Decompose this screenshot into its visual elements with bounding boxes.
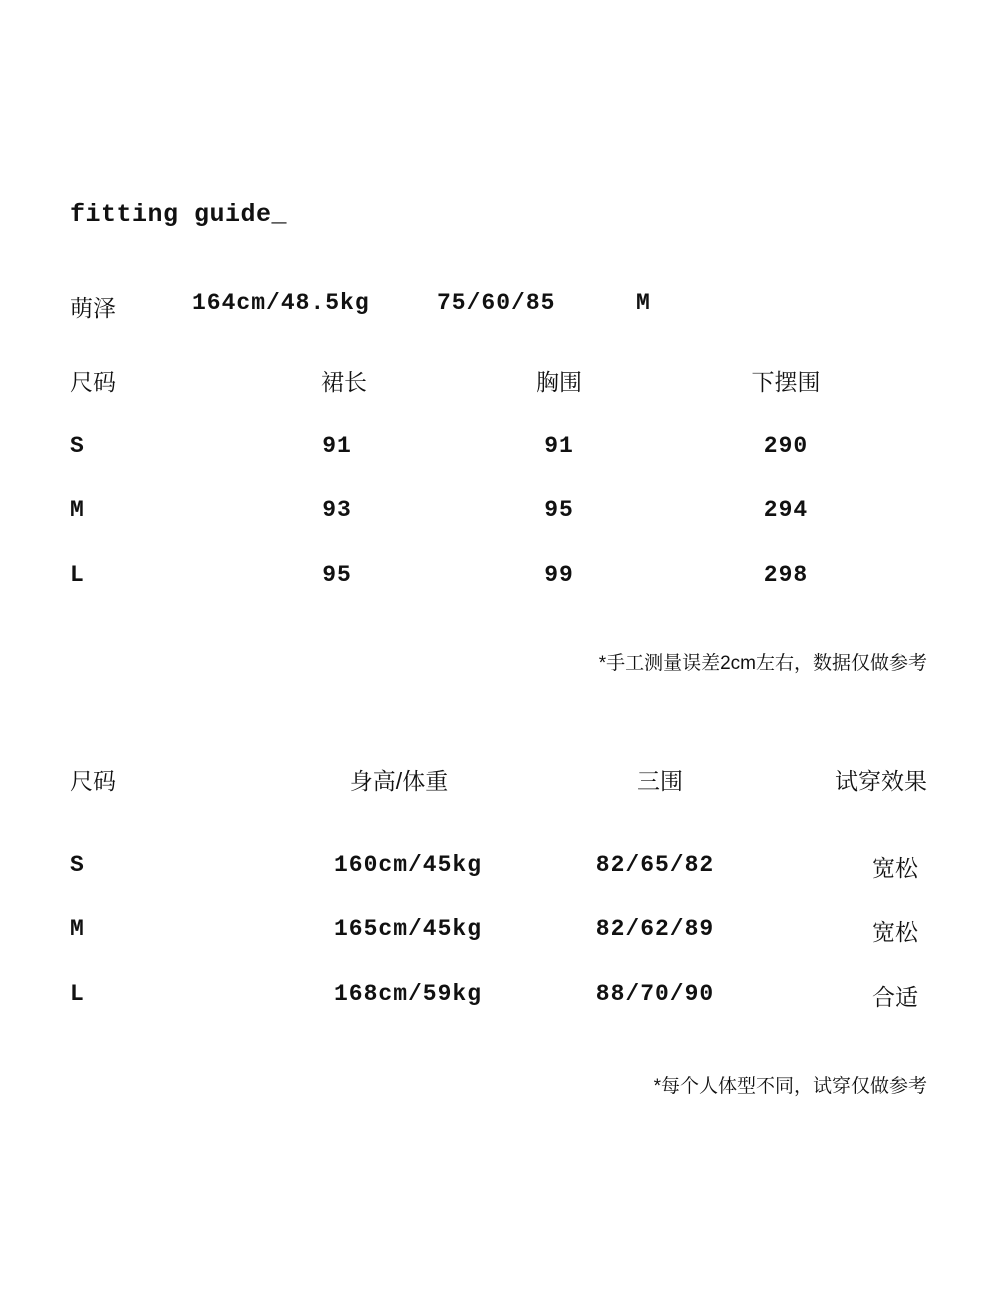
header-fit-result: 试穿效果 [835,768,927,794]
size-cell: M [70,916,85,942]
fit-result-cell: 合适 [872,984,918,1010]
size-cell: L [70,562,85,588]
skirt-length-cell: 91 [322,433,352,459]
skirt-length-cell: 93 [322,497,352,523]
fit-result-cell: 宽松 [872,855,918,881]
measurements-cell: 82/65/82 [595,852,715,878]
header-measurements: 三围 [637,768,683,794]
bust-cell: 91 [544,433,574,459]
header-height-weight: 身高/体重 [349,768,449,794]
size-cell: L [70,981,85,1007]
size-cell: S [70,433,85,459]
header-size: 尺码 [70,369,116,395]
header-hem: 下摆围 [751,369,821,395]
header-size: 尺码 [70,768,116,794]
header-skirt-length: 裙长 [321,369,367,395]
hem-cell: 294 [763,497,809,523]
height-weight-cell: 165cm/45kg [333,916,483,942]
height-weight-cell: 160cm/45kg [333,852,483,878]
measurement-note: *手工测量误差2cm左右，数据仅做参考 [598,653,927,674]
measurements-cell: 88/70/90 [595,981,715,1007]
bust-cell: 99 [544,562,574,588]
hem-cell: 298 [763,562,809,588]
fit-note: *每个人体型不同，试穿仅做参考 [653,1076,927,1097]
skirt-length-cell: 95 [322,562,352,588]
page-title: fitting guide_ [70,200,288,229]
measurements-cell: 82/62/89 [595,916,715,942]
model-height-weight: 164cm/48.5kg [192,290,370,316]
size-cell: S [70,852,85,878]
height-weight-cell: 168cm/59kg [333,981,483,1007]
model-measurements: 75/60/85 [437,290,556,316]
fit-result-cell: 宽松 [872,919,918,945]
hem-cell: 290 [763,433,809,459]
header-bust: 胸围 [536,369,582,395]
bust-cell: 95 [544,497,574,523]
model-size: M [636,290,651,316]
model-name: 萌泽 [70,295,116,321]
size-cell: M [70,497,85,523]
